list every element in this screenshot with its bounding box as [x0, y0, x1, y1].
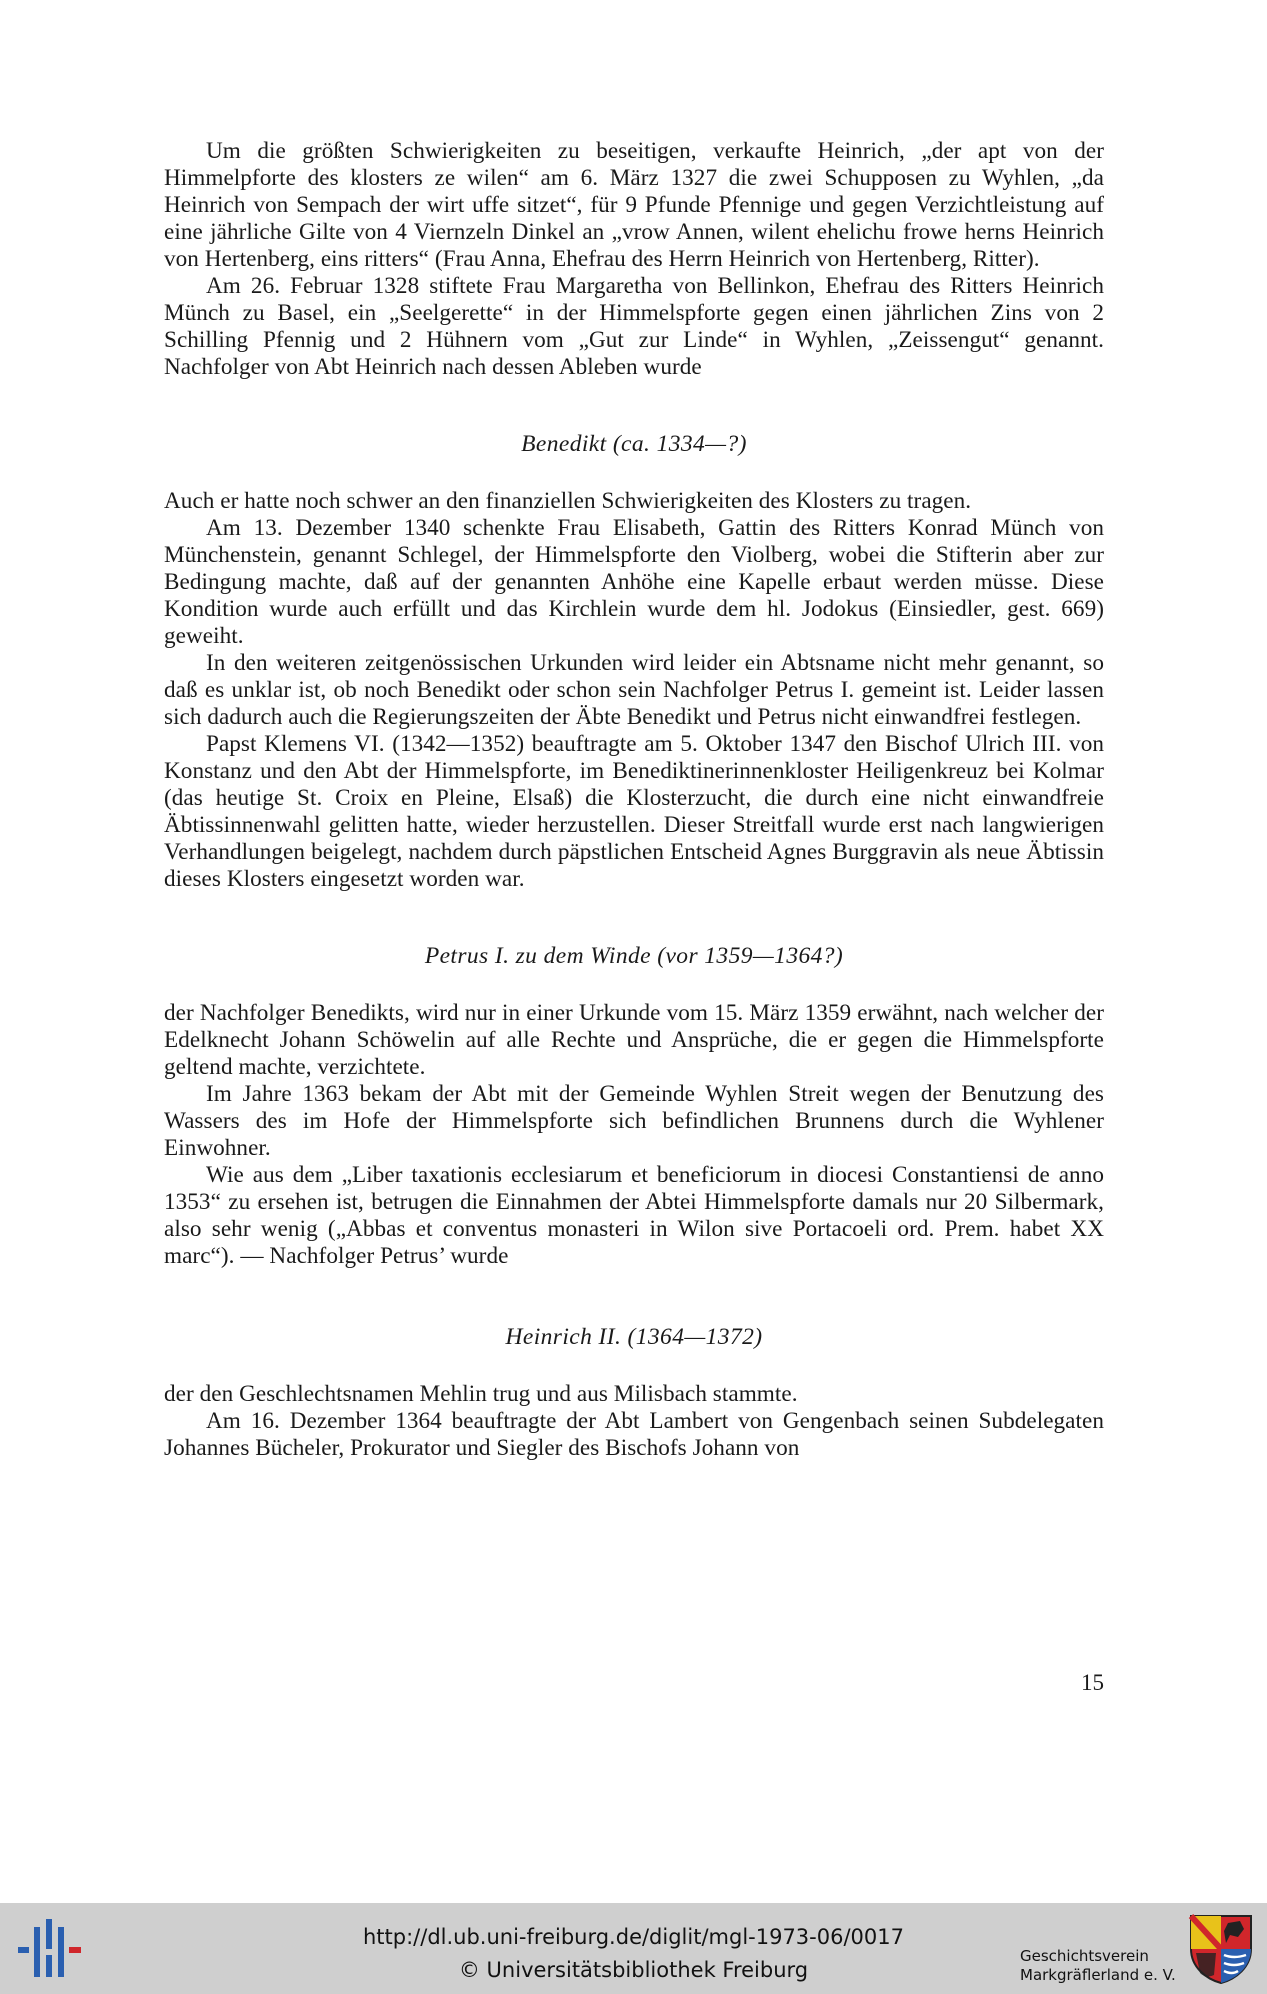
paragraph: Wie aus dem „Liber taxationis ecclesiarum et beneficiorum in diocesi Constantiensi de anno 1353“ zu ersehen ist, betrugen die Einnahmen der Abtei Himmelspforte damals nur 20 Silbermark, also sehr wenig („Abbas et conventus monasteri in Wilon sive Portacoeli ord. Prem. habet XX marc“). — Nachfolger Petrus’ wurde [164, 1162, 1104, 1269]
section-heading-heinrich: Heinrich II. (1364—1372) [505, 1324, 763, 1350]
paragraph: Papst Klemens VI. (1342—1352) beauftragte am 5. Oktober 1347 den Bischof Ulrich III. von Konstanz und den Abt der Himmelspforte, im Benediktinerinnenkloster Heiligenkreuz bei Kolmar (das heutige St. Croix en Pleine, Elsaß) die Klosterzucht, die durch eine nicht einwandfreie Äbtissinnenwahl gelitten hatte, wieder herzustellen. Dieser Streitfall wurde erst nach langwierigen Verhandlungen beigelegt, nachdem durch päpstlichen Entscheid Agnes Burggravin als neue Äbtissin dieses Klosters eingesetzt worden war. [164, 731, 1104, 892]
paragraph: Auch er hatte noch schwer an den finanziellen Schwierigkeiten des Klosters zu tragen. [164, 488, 972, 514]
paragraph: Im Jahre 1363 bekam der Abt mit der Gemeinde Wyhlen Streit wegen der Benutzung des Wassers des im Hofe der Himmelspforte sich befindlichen Brunnens durch die Wyhlener Einwohner. [164, 1081, 1104, 1161]
paragraph: der den Geschlechtsnamen Mehlin trug und aus Milisbach stammte. [164, 1381, 798, 1407]
society-line-1: Geschichtsverein [1020, 1947, 1149, 1965]
paragraph: In den weiteren zeitgenössischen Urkunden wird leider ein Abtsname nicht mehr genannt, so daß es unklar ist, ob noch Benedikt oder schon sein Nachfolger Petrus I. gemeint ist. Leider lassen sich dadurch auch die Regierungszeiten der Äbte Benedikt und Petrus nicht einwandfrei festlegen. [164, 650, 1104, 730]
section-heading-benedikt: Benedikt (ca. 1334—?) [521, 431, 747, 457]
section-heading-petrus: Petrus I. zu dem Winde (vor 1359—1364?) [424, 943, 844, 969]
society-line-2: Markgräflerland e. V. [1020, 1966, 1176, 1984]
paragraph: Am 13. Dezember 1340 schenkte Frau Elisabeth, Gattin des Ritters Konrad Münch von Münchenstein, genannt Schlegel, der Himmelspforte den Violberg, wobei die Stifterin aber zur Bedingung machte, daß auf der genannten Anhöhe eine Kapelle erbaut werden müsse. Diese Kondition wurde auch erfüllt und das Kirchlein wurde dem hl. Jodokus (Einsiedler, gest. 669) geweiht. [164, 515, 1104, 649]
paragraph: Am 16. Dezember 1364 beauftragte der Abt Lambert von Gengenbach seinen Subdelegaten Johannes Bücheler, Prokurator und Siegler des Bischofs Johann von [164, 1408, 1104, 1461]
footer-bar [0, 1903, 1267, 1994]
document-url-link[interactable]: http://dl.ub.uni-freiburg.de/diglit/mgl-1973-06/0017 [362, 1925, 904, 1949]
society-name [1020, 1947, 1176, 1985]
paragraph: der Nachfolger Benedikts, wird nur in einer Urkunde vom 15. März 1359 erwähnt, nach welcher der Edelknecht Johann Schöwelin auf alle Rechte und Ansprüche, die er gegen die Himmelspforte geltend machte, verzichtete. [164, 1000, 1104, 1080]
page-number: 15 [1081, 1670, 1104, 1695]
paragraph: Am 26. Februar 1328 stiftete Frau Margaretha von Bellinkon, Ehefrau des Ritters Heinrich Münch zu Basel, ein „Seelgerette“ in der Himmelspforte gegen einen jährlichen Zins von 2 Schilling Pfennig und 2 Hühnern vom „Gut zur Linde“ in Wyhlen, „Zeissengut“ genannt. Nachfolger von Abt Heinrich nach dessen Ableben wurde [164, 273, 1104, 380]
copyright-text: © Universitätsbibliothek Freiburg [458, 1958, 809, 1982]
document-page [164, 138, 1104, 1462]
coat-of-arms-icon [1188, 1913, 1254, 1985]
paragraph: Um die größten Schwierigkeiten zu beseitigen, verkaufte Heinrich, „der apt von der Himmelpforte des klosters ze wilen“ am 6. März 1327 die zwei Schupposen zu Wyhlen, „da Heinrich von Sempach der wirt uffe sitzet“, für 9 Pfunde Pfennige und gegen Verzichtleistung auf eine jährliche Gilte von 4 Viernzeln Dinkel an „vrow Annen, wilent ehelichu frowe herns Heinrich von Hertenberg, eins ritters“ (Frau Anna, Ehefrau des Herrn Heinrich von Hertenberg, Ritter). [164, 138, 1104, 272]
